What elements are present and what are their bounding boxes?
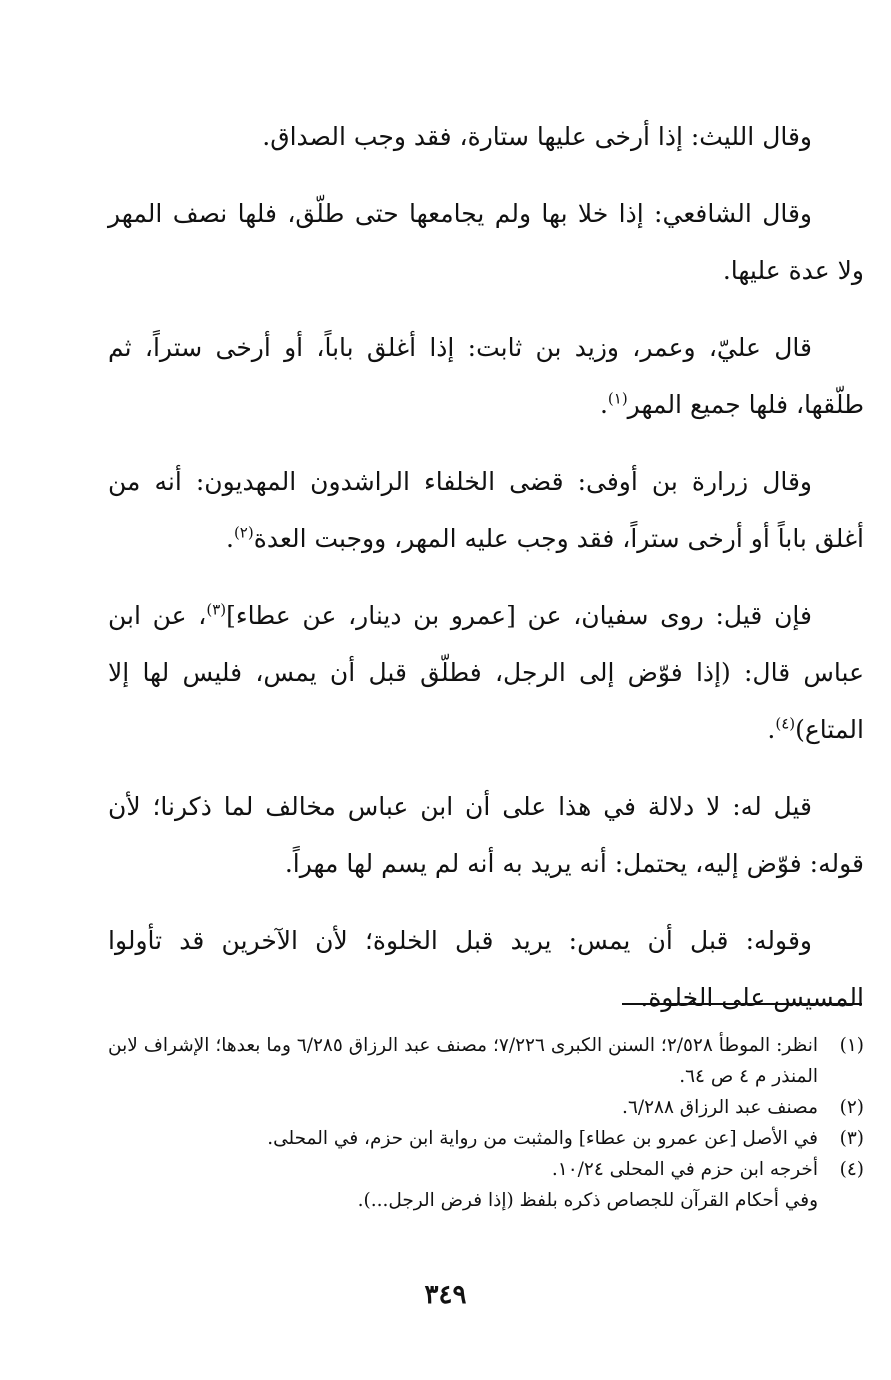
paragraph-text: وقوله: قبل أن يمس: يريد قبل الخلوة؛ لأن الآخرين قد تأولوا المسيس على الخلوة. [108, 926, 864, 1012]
paragraph-objection [108, 587, 864, 758]
paragraph-text: قال عليّ، وعمر، وزيد بن ثابت: إذا أغلق باباً، أو أرخى ستراً، ثم طلّقها، فلها جميع المهر [108, 333, 864, 419]
footnote-4-continuation: وفي أحكام القرآن للجصاص ذكره بلفظ (إذا فرض الرجل...). [357, 1190, 818, 1211]
paragraph-touching [108, 912, 864, 1026]
footnote-2 [108, 1092, 864, 1123]
main-text [108, 108, 864, 1026]
paragraph-layth [108, 108, 864, 165]
page-number: ٣٤٩ [424, 1280, 467, 1310]
paragraph-text: وقال الشافعي: إذا خلا بها ولم يجامعها حتى طلّق، فلها نصف المهر ولا عدة عليها. [108, 199, 864, 285]
footnote-number: (٣) [839, 1128, 864, 1149]
footnote-text: انظر: الموطأ ٢/٥٢٨؛ السنن الكبرى ٧/٢٢٦؛ مصنف عبد الرزاق ٦/٢٨٥ وما بعدها؛ الإشراف لابن المنذر م ٤ ص ٦٤. [108, 1035, 818, 1087]
paragraph-companions [108, 319, 864, 433]
footnote-4 [108, 1154, 864, 1185]
footnote-ref-1[interactable]: (١) [607, 389, 628, 408]
end-punct: . [225, 524, 234, 553]
footnote-text: في الأصل [عن عمرو بن عطاء] والمثبت من رواية ابن حزم، في المحلى. [267, 1128, 818, 1149]
footnote-number: (٢) [839, 1097, 864, 1118]
footnote-text: أخرجه ابن حزم في المحلى ١٠/٢٤. [551, 1159, 818, 1180]
footnote-text: مصنف عبد الرزاق ٦/٢٨٨. [622, 1097, 818, 1118]
end-punct: . [599, 390, 608, 419]
paragraph-text: قيل له: لا دلالة في هذا على أن ابن عباس مخالف لما ذكرنا؛ لأن قوله: فوّض إليه، يحتمل: أنه يريد به أنه لم يسم لها مهراً. [108, 792, 864, 878]
footnotes-section [108, 1030, 864, 1216]
paragraph-reply [108, 778, 864, 892]
paragraph-text: فإن قيل: روى سفيان، عن [عمرو بن دينار، عن عطاء] [226, 601, 812, 630]
paragraph-text: وقال زرارة بن أوفى: قضى الخلفاء الراشدون المهديون: أنه من أغلق باباً أو أرخى ستراً، فقد وجب عليه المهر، ووجبت العدة [108, 467, 864, 553]
footnote-number: (٤) [839, 1159, 864, 1180]
footnote-ref-4[interactable]: (٤) [775, 714, 796, 733]
paragraph-zurara [108, 453, 864, 567]
paragraph-text: وقال الليث: إذا أرخى عليها ستارة، فقد وجب الصداق. [262, 122, 812, 151]
footnote-divider [622, 1003, 862, 1005]
paragraph-text: ، عن ابن عباس قال: (إذا فوّض إلى الرجل، فطلّق قبل أن يمس، فليس لها إلا المتاع) [108, 601, 864, 744]
footnote-1 [108, 1030, 864, 1092]
paragraph-shafii [108, 185, 864, 299]
footnote-ref-3[interactable]: (٣) [206, 600, 227, 619]
footnote-ref-2[interactable]: (٢) [233, 523, 254, 542]
footnote-3 [108, 1123, 864, 1154]
end-punct: . [767, 715, 776, 744]
footnote-number: (١) [839, 1035, 864, 1056]
